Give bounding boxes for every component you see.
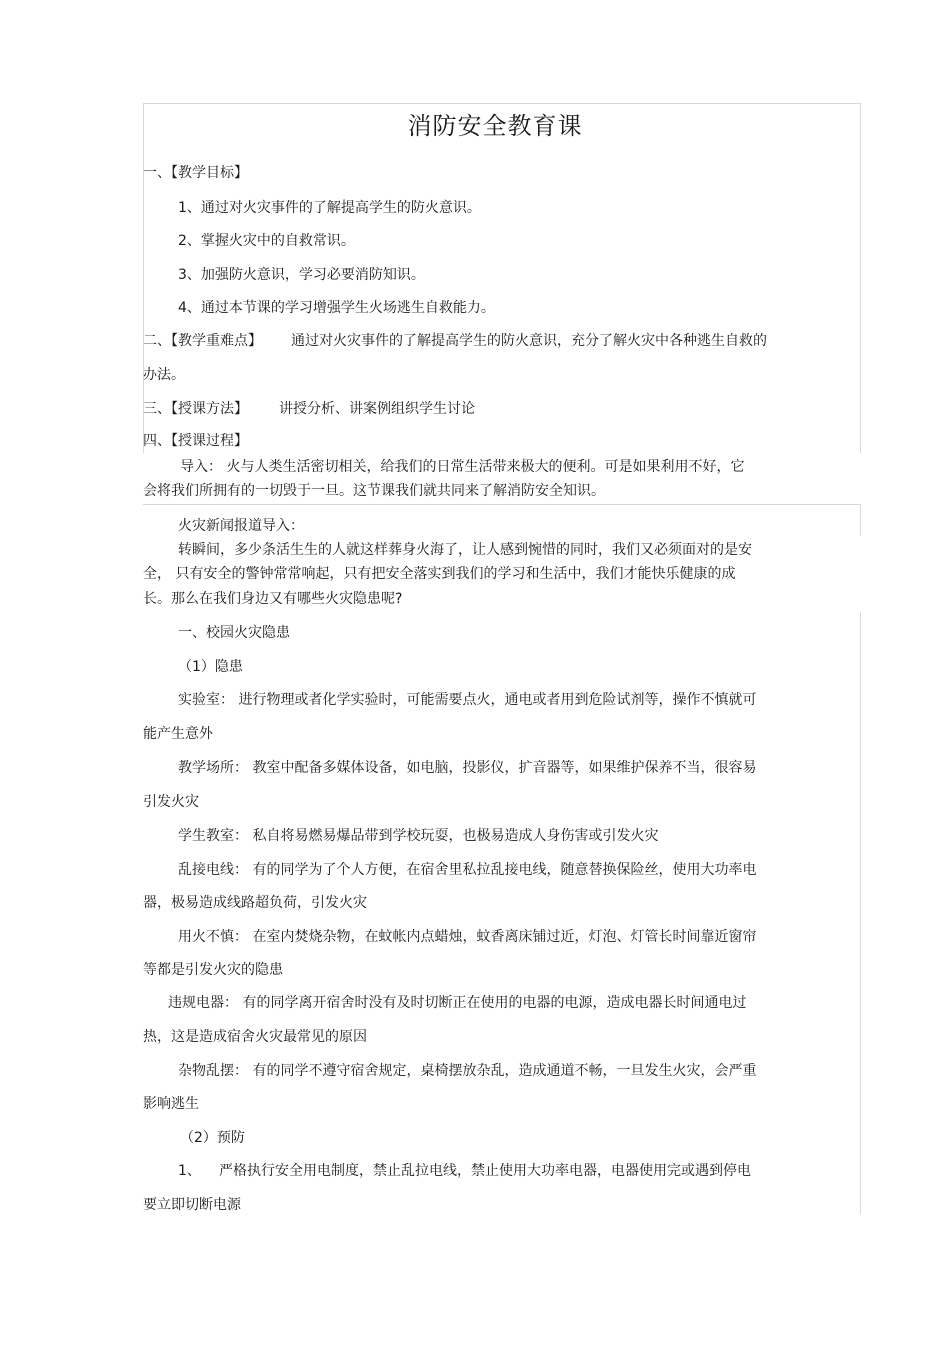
campus-heading: 一、校园火灾隐患 xyxy=(178,625,290,641)
goal-item-4: 4、通过本节课的学习增强学生火场逃生自救能力。 xyxy=(178,300,495,316)
news-line-2: 全， 只有安全的警钟常常响起，只有把安全落实到我们的学习和生活中，我们才能快乐健康的成 xyxy=(143,566,736,582)
section1-heading: 一、【教学目标】 xyxy=(143,165,248,181)
news-rule xyxy=(143,504,860,505)
appliance-line-2: 热，这是造成宿舍火灾最常见的原因 xyxy=(143,1029,367,1045)
hazards-heading: （1）隐患 xyxy=(178,659,243,675)
prevention-item-1-num: 1、 xyxy=(178,1163,201,1179)
section3-text: 讲授分析、讲案例组织学生讨论 xyxy=(279,401,475,417)
right-rule-3 xyxy=(860,612,861,1214)
fire-line-2: 等都是引发火灾的隐患 xyxy=(143,962,283,978)
goal-item-1: 1、通过对火灾事件的了解提高学生的防火意识。 xyxy=(178,200,481,216)
section2-text: 通过对火灾事件的了解提高学生的防火意识，充分了解火灾中各种逃生自救的 xyxy=(291,333,767,349)
fire-line-1: 用火不慎： 在室内焚烧杂物，在蚊帐内点蜡烛，蚊香离床铺过近，灯泡、灯管长时间靠近窗帘 xyxy=(178,929,757,945)
news-heading: 火灾新闻报道导入： xyxy=(178,518,304,534)
intro-line-1: 导入： 火与人类生活密切相关，给我们的日常生活带来极大的便利。可是如果利用不好，它 xyxy=(180,459,745,475)
section3-heading: 三、【授课方法】 xyxy=(143,401,248,417)
classroom-line-1: 学生教室： 私自将易燃易爆品带到学校玩耍，也极易造成人身伤害或引发火灾 xyxy=(178,828,659,844)
right-rule-1 xyxy=(860,103,861,453)
section4-heading: 四、【授课过程】 xyxy=(143,433,248,449)
prevention-item-1-line-2: 要立即切断电源 xyxy=(143,1197,241,1213)
prevention-item-1-line-1: 严格执行安全用电制度，禁止乱拉电线，禁止使用大功率电器，电器使用完或遇到停电 xyxy=(219,1163,751,1179)
wiring-line-1: 乱接电线： 有的同学为了个人方便，在宿舍里私拉乱接电线，随意替换保险丝，使用大功率电 xyxy=(178,862,757,878)
prevention-heading: （2）预防 xyxy=(180,1130,245,1146)
right-rule-2 xyxy=(860,504,861,536)
section2-text-cont: 办法。 xyxy=(143,367,185,383)
clutter-line-2: 影响逃生 xyxy=(143,1096,199,1112)
lab-line-2: 能产生意外 xyxy=(143,726,213,742)
news-line-3: 长。那么在我们身边又有哪些火灾隐患呢? xyxy=(143,591,403,607)
top-rule xyxy=(143,103,860,104)
wiring-line-2: 器，极易造成线路超负荷，引发火灾 xyxy=(143,895,367,911)
goal-item-2: 2、掌握火灾中的自救常识。 xyxy=(178,233,355,249)
news-line-1: 转瞬间，多少条活生生的人就这样葬身火海了，让人感到惋惜的同时，我们又必须面对的是安 xyxy=(178,542,752,558)
lab-line-1: 实验室： 进行物理或者化学实验时，可能需要点火，通电或者用到危险试剂等，操作不慎就可 xyxy=(178,692,757,708)
intro-line-2: 会将我们所拥有的一切毁于一旦。这节课我们就共同来了解消防安全知识。 xyxy=(143,483,605,499)
clutter-line-1: 杂物乱摆： 有的同学不遵守宿舍规定，桌椅摆放杂乱，造成通道不畅，一旦发生火灾，会严重 xyxy=(178,1063,757,1079)
appliance-line-1: 违规电器： 有的同学离开宿舍时没有及时切断正在使用的电器的电源，造成电器长时间通电过 xyxy=(168,995,747,1011)
section2-heading: 二、【教学重难点】 xyxy=(143,333,262,349)
goal-item-3: 3、加强防火意识，学习必要消防知识。 xyxy=(178,267,425,283)
teaching-line-1: 教学场所： 教室中配备多媒体设备，如电脑，投影仪，扩音器等，如果维护保养不当，很容易 xyxy=(178,760,757,776)
page-title: 消防安全教育课 xyxy=(407,112,583,140)
teaching-line-2: 引发火灾 xyxy=(143,794,199,810)
